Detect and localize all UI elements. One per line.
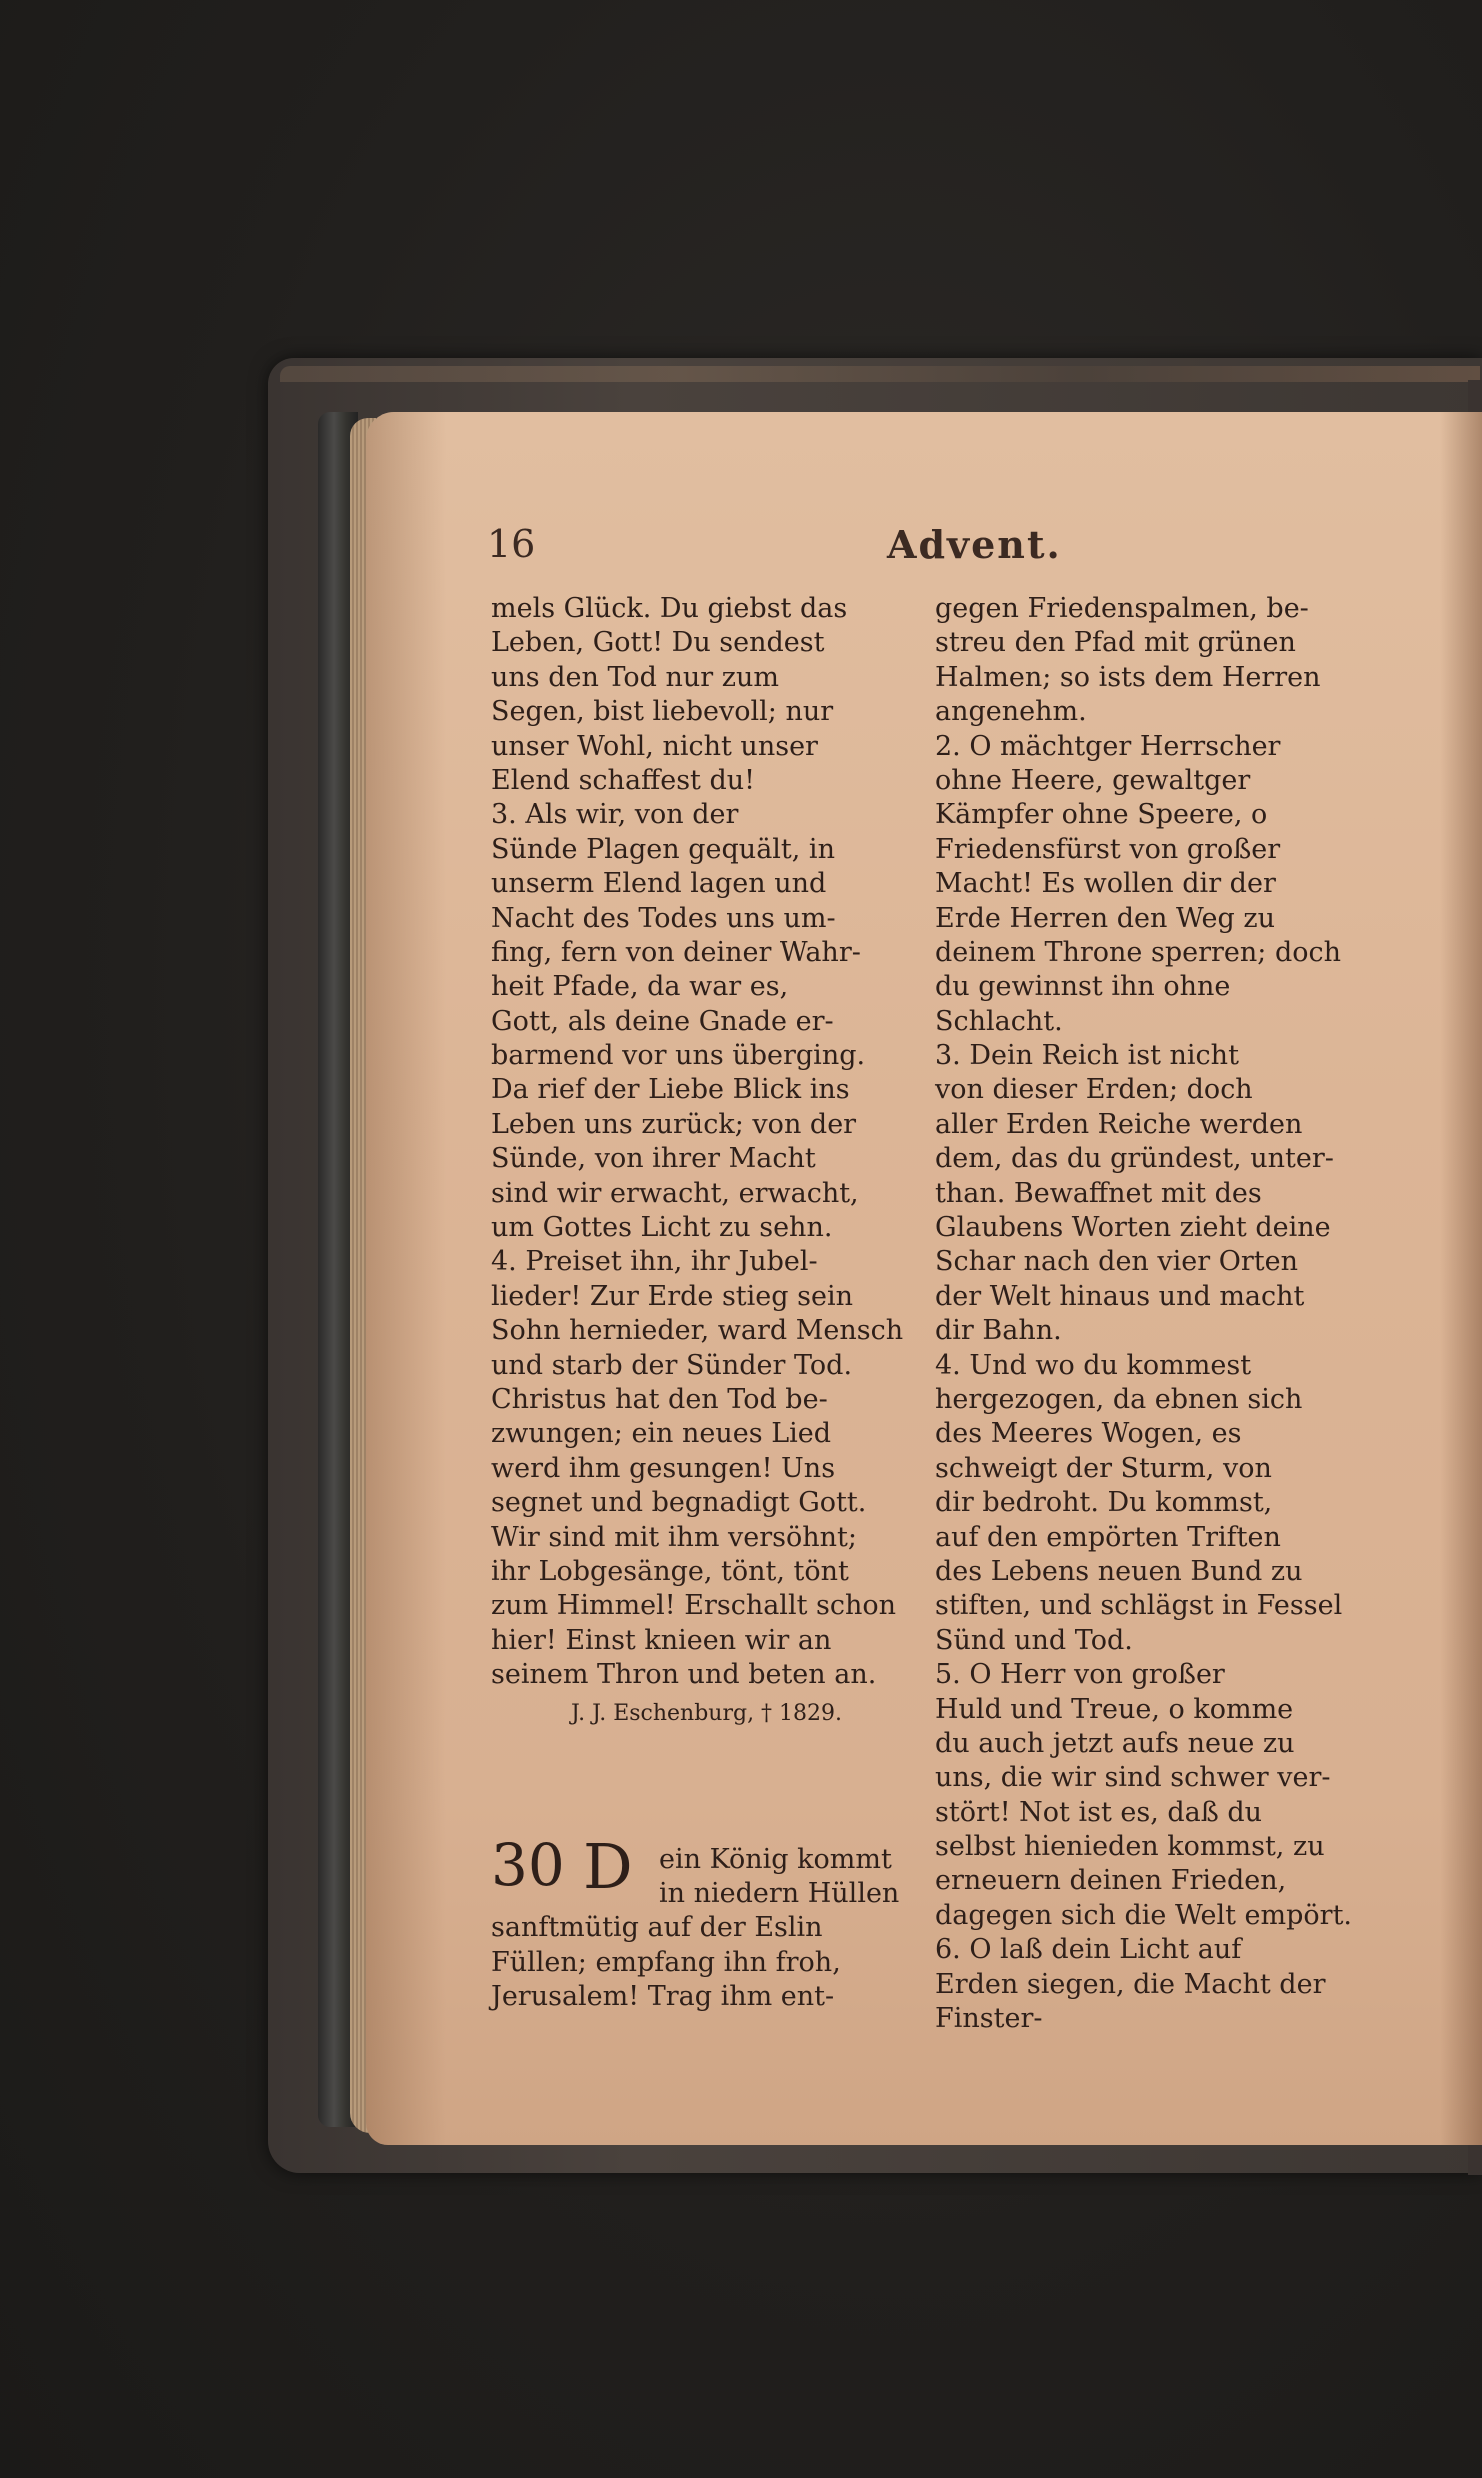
text-line: dagegen sich die Welt empört. bbox=[935, 1899, 1352, 1931]
text-line: Leben uns zurück; von der bbox=[491, 1108, 857, 1140]
text-line: unser Wohl, nicht unser bbox=[491, 730, 818, 762]
text-line: zwungen; ein neues Lied bbox=[491, 1418, 832, 1450]
text-line: 3. Als wir, von der bbox=[491, 799, 739, 831]
text-line: stiften, und schlägst in Fessel bbox=[935, 1590, 1343, 1622]
text-line: Gott, als deine Gnade er- bbox=[491, 1005, 834, 1037]
text-line: aller Erden Reiche werden bbox=[935, 1108, 1303, 1140]
text-line: werd ihm gesungen! Uns bbox=[491, 1452, 836, 1484]
text-line: 4. Und wo du kommest bbox=[935, 1349, 1252, 1381]
text-line: selbst hienieden kommst, zu bbox=[935, 1831, 1325, 1863]
text-line: unserm Elend lagen und bbox=[491, 868, 827, 900]
text-line: uns, die wir sind schwer ver- bbox=[935, 1762, 1331, 1794]
text-line: angenehm. bbox=[935, 696, 1087, 728]
text-line: Erde Herren den Weg zu bbox=[935, 902, 1275, 934]
text-line: dir bedroht. Du kommst, bbox=[935, 1487, 1273, 1519]
text-line: lieder! Zur Erde stieg sein bbox=[491, 1280, 853, 1312]
hymn-attribution: J. J. Eschenburg, † 1829. bbox=[571, 1700, 843, 1726]
text-line: gegen Friedenspalmen, be- bbox=[935, 593, 1309, 624]
text-line: Sünde, von ihrer Macht bbox=[491, 1143, 816, 1175]
text-line: Sünde Plagen gequält, in bbox=[491, 833, 835, 865]
text-line: du auch jetzt aufs neue zu bbox=[935, 1727, 1295, 1759]
text-line: auf den empörten Triften bbox=[935, 1521, 1281, 1553]
page-shadow bbox=[366, 412, 446, 2145]
text-line: Jerusalem! Trag ihm ent- bbox=[491, 1981, 835, 2013]
text-line: schweigt der Sturm, von bbox=[935, 1452, 1272, 1484]
text-line: dem, das du gründest, unter- bbox=[935, 1143, 1334, 1175]
hymn-divider-space bbox=[491, 1731, 921, 1843]
text-line: deinem Throne sperren; doch bbox=[935, 936, 1341, 968]
text-line: 5. O Herr von großer bbox=[935, 1659, 1225, 1691]
text-line: stört! Not ist es, daß du bbox=[935, 1796, 1263, 1828]
text-line: Da rief der Liebe Blick ins bbox=[491, 1074, 850, 1106]
right-column bbox=[935, 592, 1375, 2036]
hymn-dropcap: D bbox=[583, 1829, 633, 1903]
page-header bbox=[487, 512, 1407, 572]
text-line: des Meeres Wogen, es bbox=[935, 1418, 1242, 1450]
text-line: Huld und Treue, o komme bbox=[935, 1693, 1294, 1725]
text-line: Macht! Es wollen dir der bbox=[935, 868, 1276, 900]
text-line: 4. Preiset ihn, ihr Jubel- bbox=[491, 1246, 818, 1278]
text-line: Leben, Gott! Du sendest bbox=[491, 627, 825, 659]
text-line: hier! Einst knieen wir an bbox=[491, 1624, 832, 1656]
text-line: fing, fern von deiner Wahr- bbox=[491, 936, 861, 968]
text-line: Finster- bbox=[935, 2003, 1043, 2035]
text-line: Glaubens Worten zieht deine bbox=[935, 1212, 1331, 1244]
text-line: Sohn hernieder, ward Mensch bbox=[491, 1315, 904, 1347]
text-line: Elend schaffest du! bbox=[491, 764, 756, 796]
text-line: zum Himmel! Erschallt schon bbox=[491, 1590, 897, 1622]
text-line: mels Glück. Du giebst das bbox=[491, 593, 848, 624]
text-line: dir Bahn. bbox=[935, 1315, 1062, 1347]
text-line: 6. O laß dein Licht auf bbox=[935, 1934, 1242, 1966]
text-line: ein König kommt bbox=[659, 1843, 892, 1875]
left-column bbox=[491, 592, 921, 2014]
running-head: Advent. bbox=[887, 522, 1062, 567]
text-line: Segen, bist liebevoll; nur bbox=[491, 696, 834, 728]
text-line: Erden siegen, die Macht der bbox=[935, 1968, 1326, 2000]
text-line: streu den Pfad mit grünen bbox=[935, 627, 1296, 659]
text-line: in niedern Hüllen bbox=[659, 1877, 900, 1909]
text-line: Füllen; empfang ihn froh, bbox=[491, 1946, 841, 1978]
text-line: Wir sind mit ihm versöhnt; bbox=[491, 1521, 858, 1553]
text-line: seinem Thron und beten an. bbox=[491, 1659, 877, 1691]
text-line: Halmen; so ists dem Herren bbox=[935, 661, 1321, 693]
page-gutter bbox=[1440, 412, 1482, 2145]
text-line: barmend vor uns überging. bbox=[491, 1040, 866, 1072]
text-line: ihr Lobgesänge, tönt, tönt bbox=[491, 1555, 849, 1587]
text-line: der Welt hinaus und macht bbox=[935, 1280, 1305, 1312]
text-line: segnet und begnadigt Gott. bbox=[491, 1487, 867, 1519]
page-number: 16 bbox=[487, 522, 536, 566]
text-line: Schlacht. bbox=[935, 1005, 1063, 1037]
text-line: than. Bewaffnet mit des bbox=[935, 1177, 1262, 1209]
text-line: sanftmütig auf der Eslin bbox=[491, 1912, 823, 1944]
text-line: Sünd und Tod. bbox=[935, 1624, 1133, 1656]
hymn-start bbox=[491, 1829, 921, 2015]
hymn-number: 30 bbox=[491, 1830, 565, 1899]
text-line: ohne Heere, gewaltger bbox=[935, 764, 1251, 796]
text-line: erneuern deinen Frieden, bbox=[935, 1865, 1287, 1897]
text-line: Christus hat den Tod be- bbox=[491, 1383, 828, 1415]
text-line: sind wir erwacht, erwacht, bbox=[491, 1177, 859, 1209]
text-line: Friedensfürst von großer bbox=[935, 833, 1281, 865]
text-line: 2. O mächtger Herrscher bbox=[935, 730, 1281, 762]
text-line: des Lebens neuen Bund zu bbox=[935, 1555, 1303, 1587]
text-line: heit Pfade, da war es, bbox=[491, 971, 789, 1003]
cover-edge-wear bbox=[280, 366, 1480, 382]
text-line: und starb der Sünder Tod. bbox=[491, 1349, 853, 1381]
text-line: um Gottes Licht zu sehn. bbox=[491, 1212, 833, 1244]
text-line: Schar nach den vier Orten bbox=[935, 1246, 1299, 1278]
text-line: von dieser Erden; doch bbox=[935, 1074, 1253, 1106]
text-line: uns den Tod nur zum bbox=[491, 661, 779, 693]
text-line: 3. Dein Reich ist nicht bbox=[935, 1040, 1239, 1072]
text-line: Nacht des Todes uns um- bbox=[491, 902, 836, 934]
text-line: du gewinnst ihn ohne bbox=[935, 971, 1231, 1003]
text-line: Kämpfer ohne Speere, o bbox=[935, 799, 1268, 831]
text-line: hergezogen, da ebnen sich bbox=[935, 1383, 1303, 1415]
